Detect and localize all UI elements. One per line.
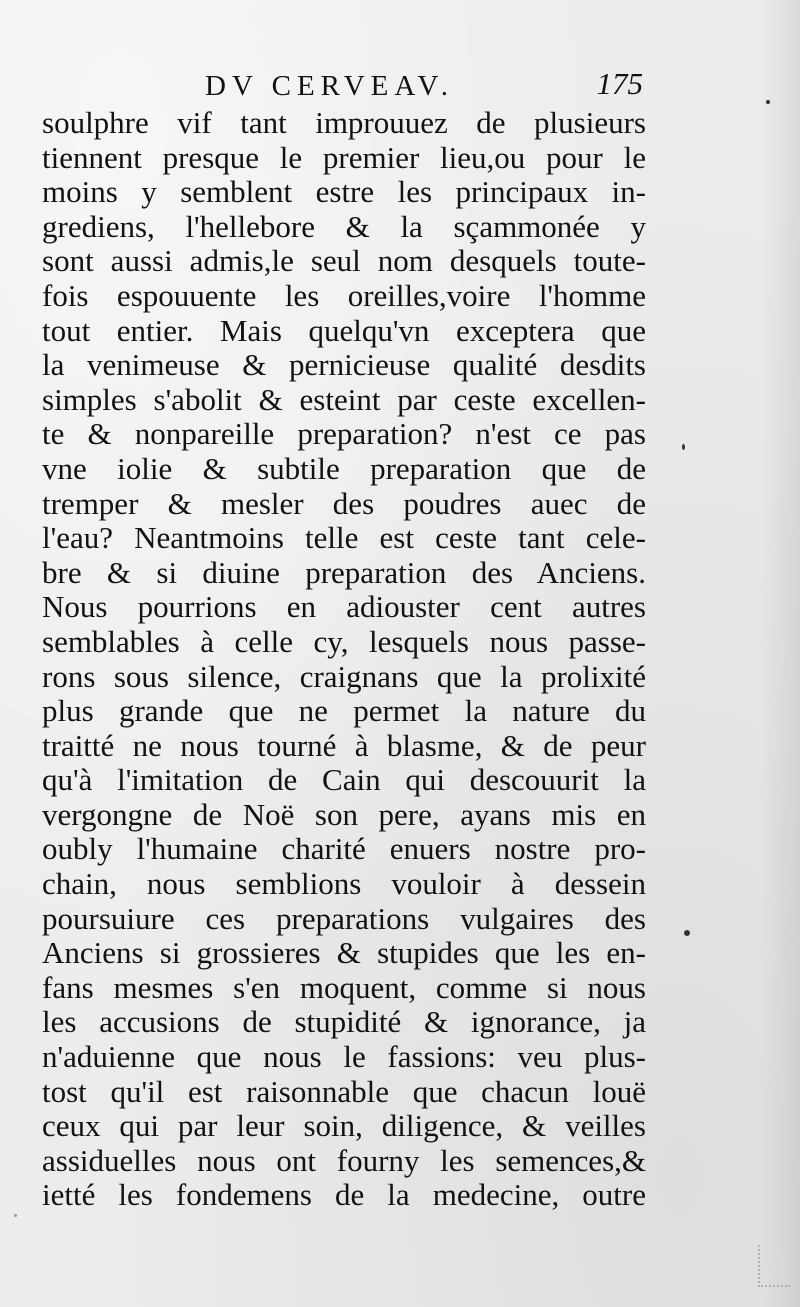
text-line: vergongne de Noë son pere, ayans mis en bbox=[42, 796, 646, 832]
ink-speck bbox=[766, 100, 770, 104]
text-line: te & nonpareille preparation? n'est ce pas bbox=[42, 416, 646, 452]
text-line: ietté les fondemens de la medecine, outre bbox=[42, 1177, 646, 1213]
text-line: Anciens si grossieres & stupides que les en- bbox=[42, 935, 646, 971]
text-line: qu'à l'imitation de Cain qui descouurit la bbox=[42, 762, 646, 798]
text-line: traitté ne nous tourné à blasme, & de peur bbox=[42, 727, 646, 763]
text-line: poursuiure ces preparations vulgaires des bbox=[42, 900, 646, 936]
text-line: semblables à celle cy, lesquels nous passe- bbox=[42, 623, 646, 659]
page-edge-shadow bbox=[760, 0, 800, 1307]
text-line: tout entier. Mais quelqu'vn exceptera que bbox=[42, 312, 646, 348]
text-line: assiduelles nous ont fourny les semences,& bbox=[42, 1142, 646, 1178]
page-header bbox=[45, 66, 643, 106]
text-line: tiennent presque le premier lieu,ou pour le bbox=[42, 139, 646, 175]
text-line: vne iolie & subtile preparation que de bbox=[42, 450, 646, 486]
text-line: rons sous silence, craignans que la prolixité bbox=[42, 658, 646, 694]
text-line: ceux qui par leur soin, diligence, & veilles bbox=[42, 1108, 646, 1144]
ink-speck bbox=[684, 930, 690, 936]
text-line: les accusions de stupidité & ignorance, ja bbox=[42, 1004, 646, 1040]
text-line: simples s'abolit & esteint par ceste excellen- bbox=[42, 381, 646, 417]
text-line: tost qu'il est raisonnable que chacun louë bbox=[42, 1073, 646, 1109]
text-line: la venimeuse & pernicieuse qualité desdits bbox=[42, 347, 646, 383]
text-line: sont aussi admis,le seul nom desquels toute- bbox=[42, 243, 646, 279]
text-line: chain, nous semblions vouloir à dessein bbox=[42, 866, 646, 902]
text-line: oubly l'humaine charité enuers nostre pro- bbox=[42, 831, 646, 867]
ink-speck bbox=[14, 1214, 17, 1217]
text-line: tremper & mesler des poudres auec de bbox=[42, 485, 646, 521]
ink-speck bbox=[682, 444, 685, 450]
text-line: n'aduienne que nous le fassions: veu plus- bbox=[42, 1039, 646, 1075]
body-text bbox=[42, 106, 646, 1213]
text-line: plus grande que ne permet la nature du bbox=[42, 693, 646, 729]
page-number: 175 bbox=[596, 66, 643, 101]
text-line: Nous pourrions en adiouster cent autres bbox=[42, 589, 646, 625]
text-line: soulphre vif tant improuuez de plusieurs bbox=[42, 105, 646, 140]
text-line: bre & si diuine preparation des Anciens. bbox=[42, 554, 646, 590]
text-line: grediens, l'hellebore & la sçammonée y bbox=[42, 208, 646, 244]
text-line: moins y semblent estre les principaux in- bbox=[42, 174, 646, 210]
text-line: l'eau? Neantmoins telle est ceste tant cele- bbox=[42, 520, 646, 556]
text-line: fois espouuente les oreilles,voire l'homme bbox=[42, 277, 646, 313]
page-corner-mark bbox=[758, 1245, 790, 1287]
text-line: fans mesmes s'en moquent, comme si nous bbox=[42, 969, 646, 1005]
running-head: DV CERVEAV. bbox=[205, 70, 455, 102]
